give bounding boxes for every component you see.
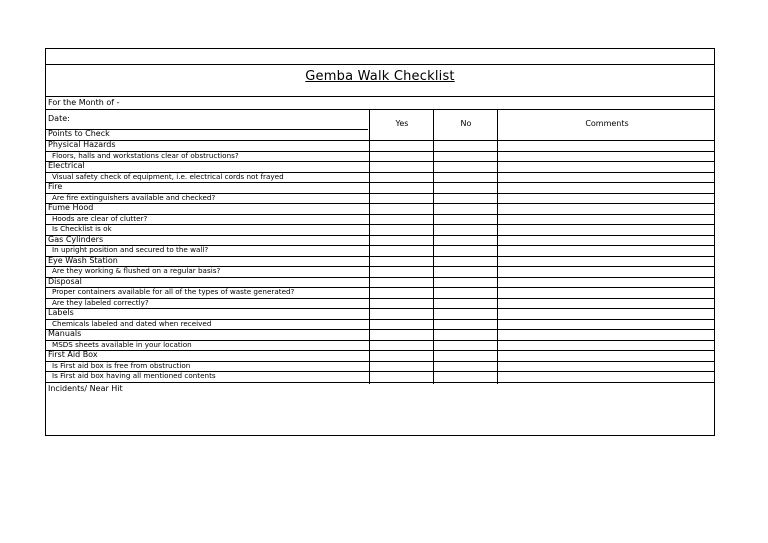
- checklist-category-row: [46, 203, 714, 214]
- checklist-item-row: [46, 340, 714, 351]
- month-label: For the Month of -: [48, 98, 120, 107]
- checklist-category-label: Fume Hood: [48, 203, 94, 212]
- top-row-divider: [46, 64, 714, 65]
- checklist-item-row: [46, 266, 714, 277]
- checklist-item-row: [46, 224, 714, 235]
- checklist-category-row: [46, 182, 714, 193]
- checklist-item-label: Are fire extinguishers available and checked?: [52, 192, 216, 202]
- checklist-item-label: Are they labeled correctly?: [52, 297, 149, 307]
- checklist-category-row: [46, 308, 714, 319]
- no-column-header: No: [460, 119, 472, 128]
- yes-column-header: Yes: [395, 119, 409, 128]
- checklist-item-row: [46, 287, 714, 298]
- checklist-item-label: Is First aid box having all mentioned contents: [52, 371, 216, 380]
- checklist-item-row: [46, 298, 714, 309]
- checklist-category-row: [46, 235, 714, 246]
- checklist-item-label: Is First aid box is free from obstruction: [52, 360, 191, 370]
- checklist-category-row: [46, 161, 714, 172]
- date-label: Date:: [48, 114, 70, 123]
- checklist-item-label: Is Checklist is ok: [52, 224, 112, 233]
- title-row-divider: [46, 96, 714, 97]
- checklist-item-label: Visual safety check of equipment, i.e. electrical cords not frayed: [52, 171, 284, 181]
- checklist-category-row: [46, 350, 714, 361]
- checklist-item-label: Are they working & flushed on a regular basis?: [52, 266, 221, 275]
- checklist-category-label: Fire: [48, 182, 63, 191]
- checklist-category-label: Electrical: [48, 161, 85, 170]
- checklist-category-label: Labels: [48, 308, 74, 317]
- checklist-category-row: [46, 329, 714, 340]
- checklist-category-row: [46, 277, 714, 288]
- checklist-item-row: [46, 245, 714, 256]
- checklist-sheet: [45, 48, 715, 436]
- checklist-item-row: [46, 214, 714, 225]
- checklist-item-row: [46, 151, 714, 162]
- checklist-category-label: Disposal: [48, 276, 82, 286]
- checklist-item-label: Floors, halls and workstations clear of obstructions?: [52, 150, 239, 160]
- month-row-divider: [46, 109, 714, 110]
- points-to-check-header: Points to Check: [48, 129, 110, 138]
- page-title: Gemba Walk Checklist: [305, 69, 455, 84]
- checklist-item-label: In upright position and secured to the wall?: [52, 245, 209, 254]
- checklist-category-row: [46, 140, 714, 151]
- checklist-item-label: Hoods are clear of clutter?: [52, 213, 148, 223]
- checklist-category-label: First Aid Box: [48, 350, 98, 359]
- checklist-category-row: [46, 256, 714, 267]
- checklist-item-label: Chemicals labeled and dated when received: [52, 318, 212, 328]
- checklist-item-label: Proper containers available for all of the types of waste generated?: [52, 287, 295, 296]
- incidents-label: Incidents/ Near Hit: [48, 384, 123, 393]
- checklist-category-label: Gas Cylinders: [48, 234, 104, 244]
- row-divider: [46, 382, 714, 383]
- checklist-item-row: [46, 361, 714, 372]
- checklist-item-row: [46, 319, 714, 330]
- checklist-category-label: Manuals: [48, 329, 82, 338]
- checklist-category-label: Eye Wash Station: [48, 255, 118, 265]
- checklist-item-row: [46, 193, 714, 204]
- checklist-category-label: Physical Hazards: [48, 140, 116, 149]
- checklist-item-row: [46, 371, 714, 382]
- checklist-item-row: [46, 172, 714, 183]
- comments-column-header: Comments: [585, 119, 629, 128]
- checklist-item-label: MSDS sheets available in your location: [52, 339, 192, 349]
